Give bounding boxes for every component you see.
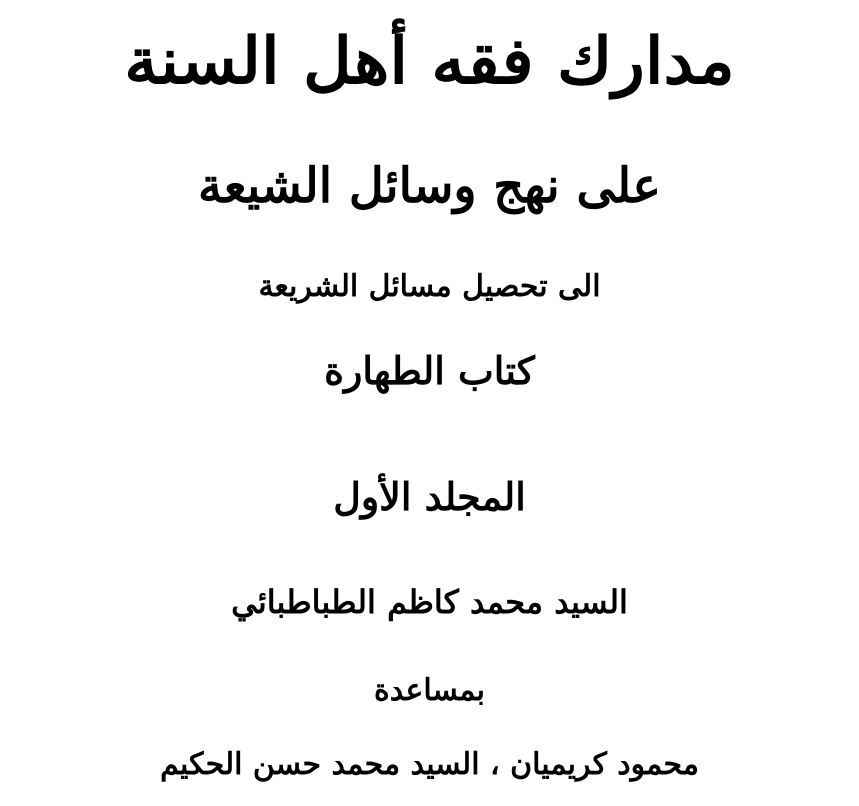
volume-label: المجلد الأول — [333, 474, 526, 519]
book-subtitle-secondary: الى تحصيل مسائل الشريعة — [258, 269, 601, 304]
book-title: مدارك فقه أهل السنة — [124, 24, 735, 99]
book-subtitle: على نهج وسائل الشيعة — [197, 158, 662, 214]
assistants-names: محمود كريميان ، السيد محمد حسن الحكيم — [160, 747, 699, 782]
author-name: السيد محمد كاظم الطباطبائي — [231, 583, 628, 621]
assistance-label: بمساعدة — [374, 673, 485, 708]
book-section-title: كتاب الطهارة — [324, 348, 535, 393]
